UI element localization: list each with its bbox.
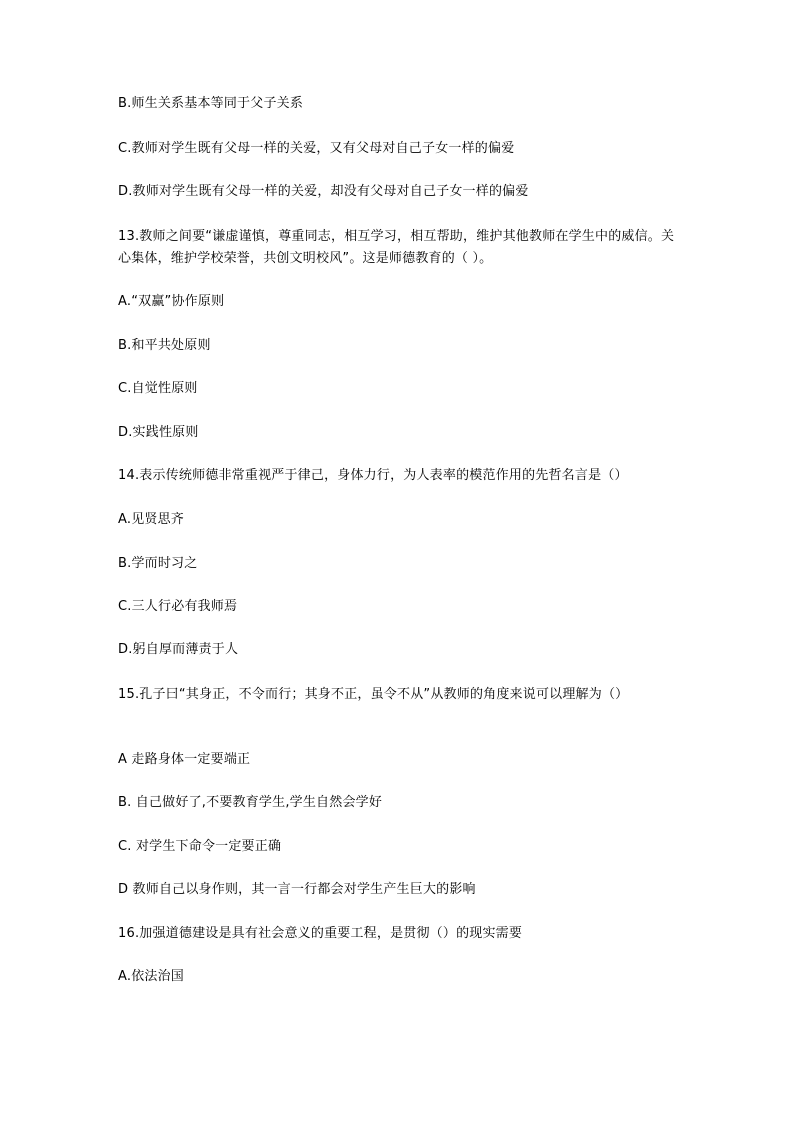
option-c-q13: C.自觉性原则 <box>118 381 198 396</box>
option-b-q14: B.学而时习之 <box>118 556 198 571</box>
question-16: 16.加强道德建设是具有社会意义的重要工程，是贯彻（）的现实需要 <box>118 926 523 941</box>
option-a-q15: A 走路身体一定要端正 <box>118 752 251 767</box>
question-13: 13.教师之间要“谦虚谨慎，尊重同志，相互学习，相互帮助，维护其他教师在学生中的威信。关心集体，维护学校荣誉，共创文明校风”。这是师德教育的（ ）。 <box>118 229 675 266</box>
option-c-q14: C.三人行必有我师焉 <box>118 599 238 614</box>
option-a-q13: A.“双赢”协作原则 <box>118 294 225 309</box>
question-14: 14.表示传统师德非常重视严于律己，身体力行，为人表率的模范作用的先哲名言是（） <box>118 468 628 483</box>
option-c-q15: C. 对学生下命令一定要正确 <box>118 839 282 854</box>
option-b-q15: B. 自己做好了,不要教育学生,学生自然会学好 <box>118 795 383 810</box>
option-a-q14: A.见贤思齐 <box>118 512 184 527</box>
question-15: 15.孔子曰“其身正，不令而行；其身不正，虽令不从”从教师的角度来说可以理解为（） <box>118 687 629 702</box>
option-c-q12: C.教师对学生既有父母一样的关爱，又有父母对自己子女一样的偏爱 <box>118 141 515 156</box>
option-b-q13: B.和平共处原则 <box>118 338 211 353</box>
option-b-q12: B.师生关系基本等同于父子关系 <box>118 96 304 111</box>
option-d-q12: D.教师对学生既有父母一样的关爱，却没有父母对自己子女一样的偏爱 <box>118 184 529 199</box>
option-d-q14: D.躬自厚而薄责于人 <box>118 642 239 657</box>
option-d-q15: D 教师自己以身作则，其一言一行都会对学生产生巨大的影响 <box>118 882 476 897</box>
option-a-q16: A.依法治国 <box>118 969 184 984</box>
option-d-q13: D.实践性原则 <box>118 425 199 440</box>
